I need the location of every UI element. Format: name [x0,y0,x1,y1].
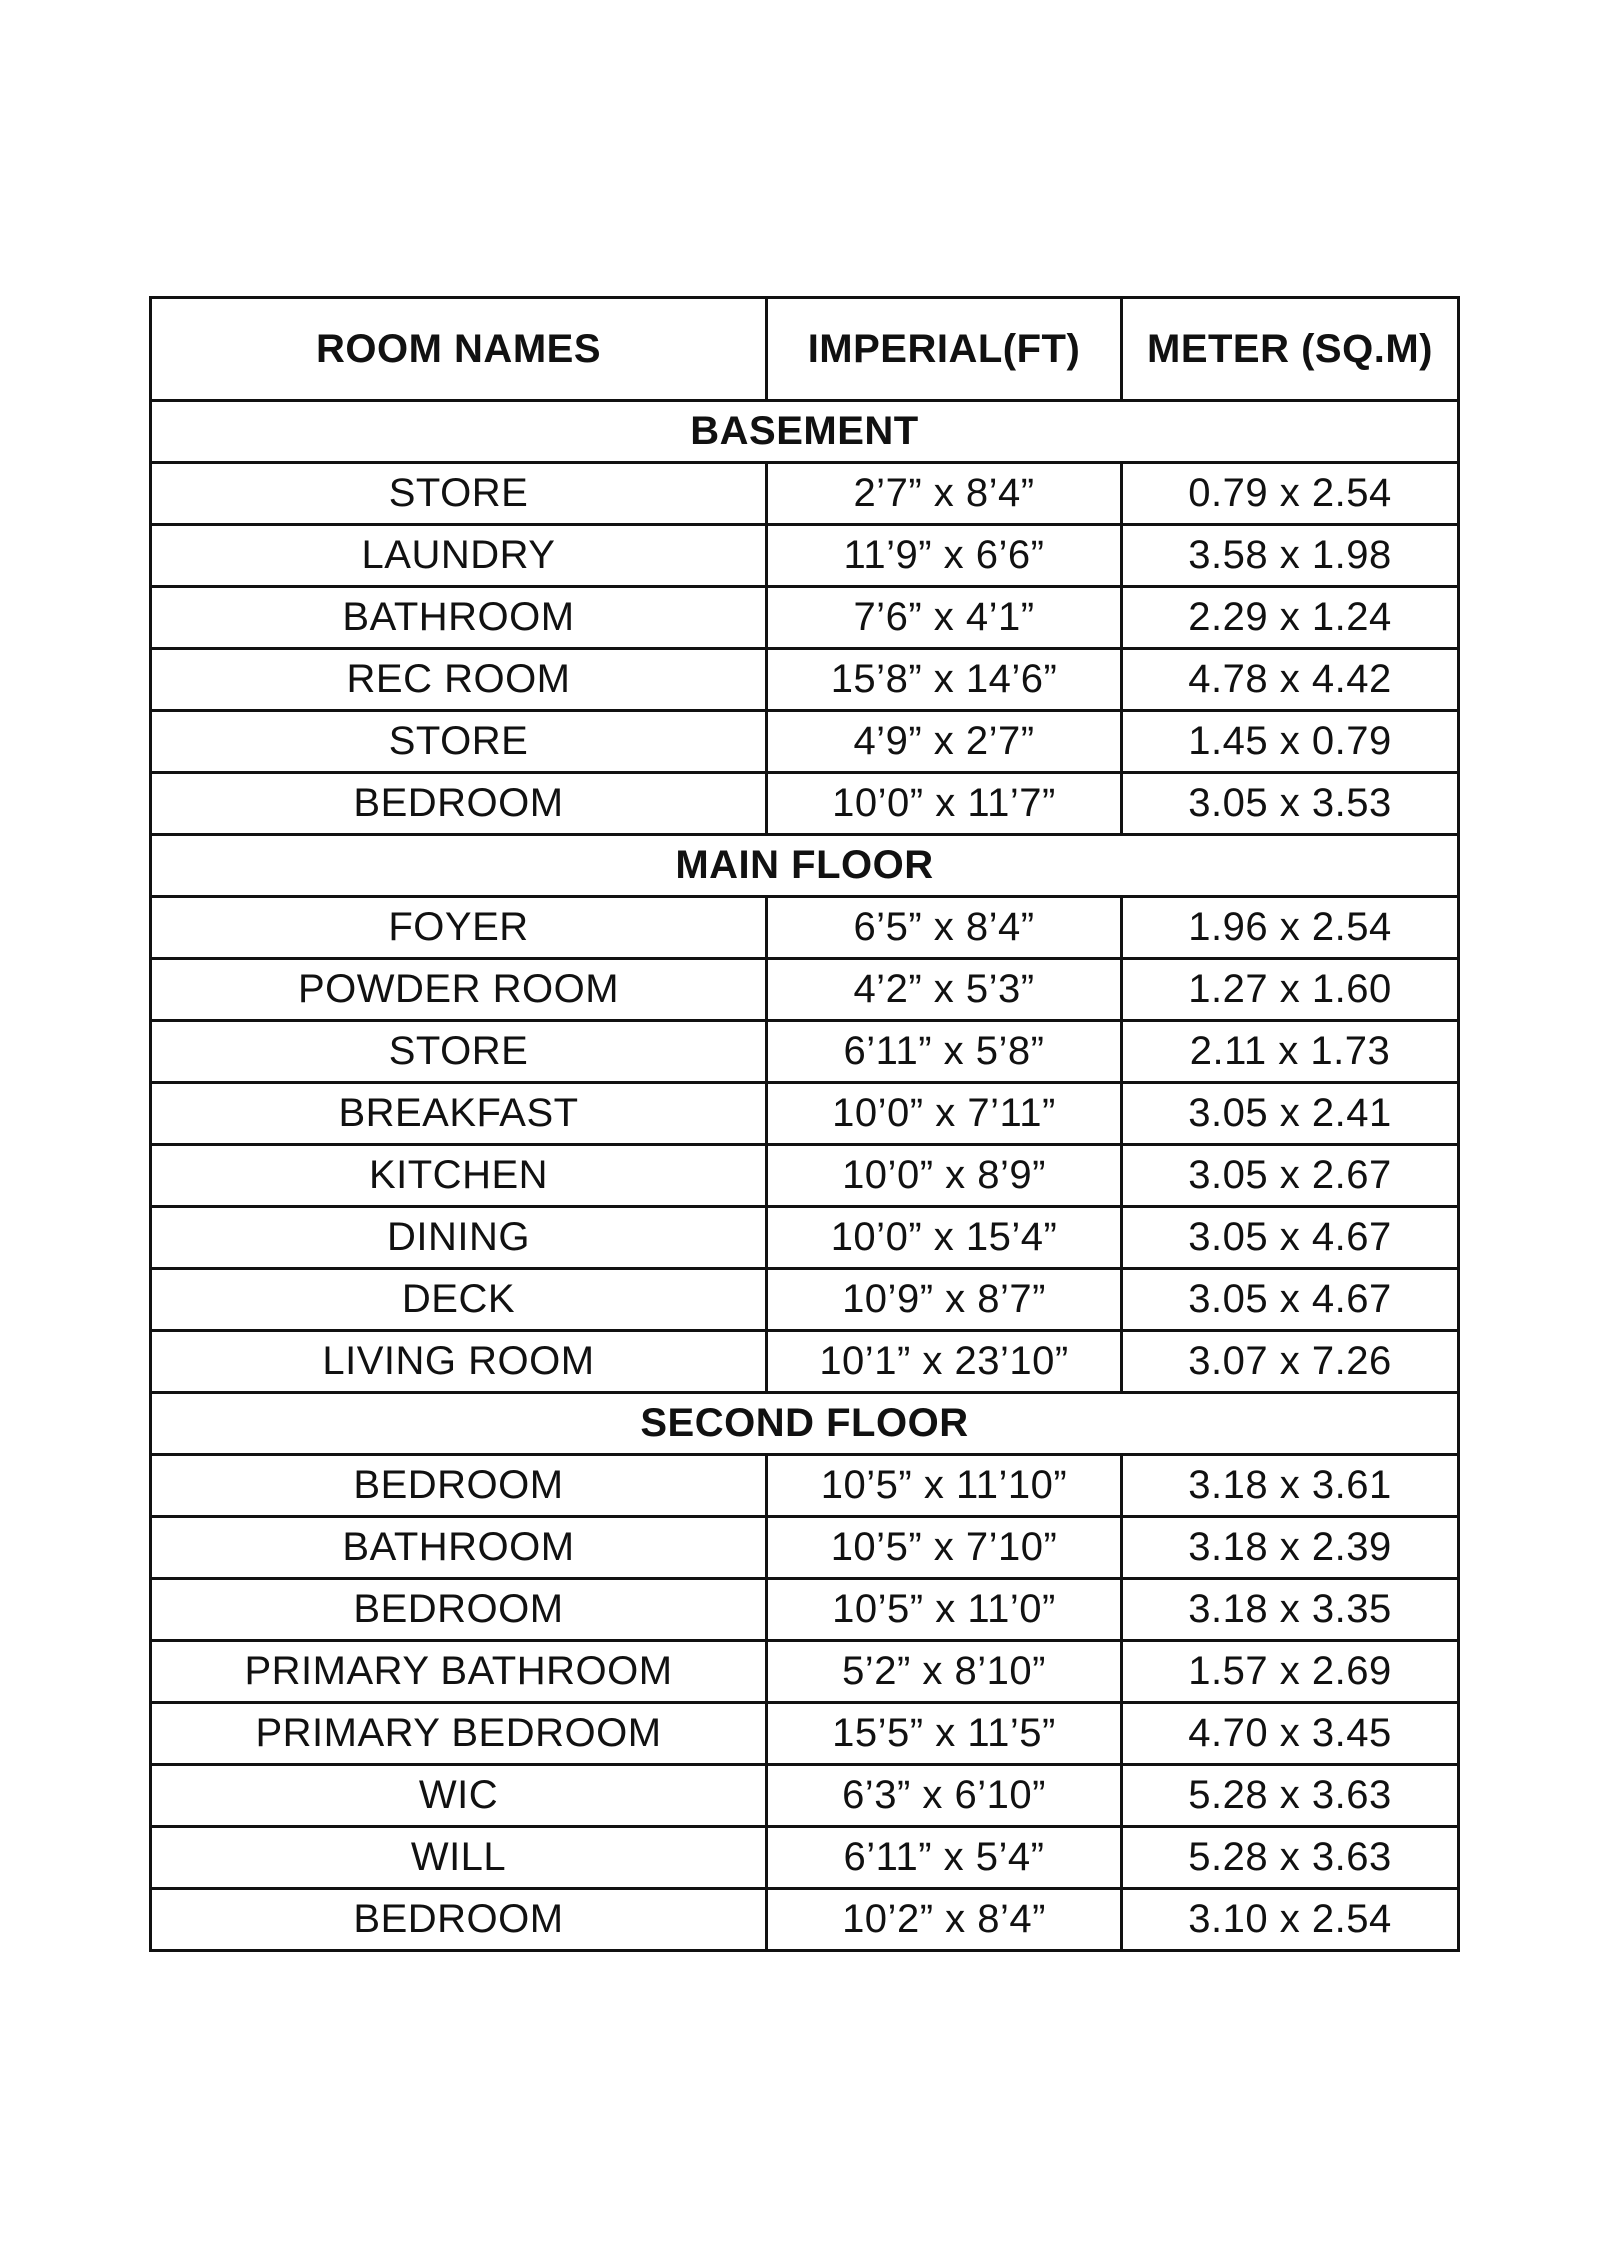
room-name-cell: KITCHEN [151,1145,767,1207]
table-row [151,1827,1459,1889]
meter-cell: 4.70 x 3.45 [1122,1703,1459,1765]
meter-cell: 5.28 x 3.63 [1122,1827,1459,1889]
meter-cell: 3.05 x 2.41 [1122,1083,1459,1145]
table-body [151,401,1459,1951]
meter-cell: 3.07 x 7.26 [1122,1331,1459,1393]
imperial-cell: 6’5” x 8’4” [767,897,1122,959]
imperial-cell: 4’2” x 5’3” [767,959,1122,1021]
room-name-cell: PRIMARY BATHROOM [151,1641,767,1703]
imperial-cell: 7’6” x 4’1” [767,587,1122,649]
table-row [151,897,1459,959]
room-name-cell: BATHROOM [151,587,767,649]
section-title: BASEMENT [151,401,1459,463]
meter-cell: 1.45 x 0.79 [1122,711,1459,773]
room-name-cell: BEDROOM [151,1889,767,1951]
section-row [151,835,1459,897]
room-name-cell: REC ROOM [151,649,767,711]
imperial-cell: 6’3” x 6’10” [767,1765,1122,1827]
imperial-cell: 2’7” x 8’4” [767,463,1122,525]
room-name-cell: WILL [151,1827,767,1889]
imperial-cell: 10’9” x 8’7” [767,1269,1122,1331]
table-row [151,463,1459,525]
table-row [151,525,1459,587]
room-name-cell: FOYER [151,897,767,959]
imperial-cell: 6’11” x 5’8” [767,1021,1122,1083]
room-name-cell: STORE [151,711,767,773]
header-room-names: ROOM NAMES [151,298,767,401]
meter-cell: 3.18 x 3.61 [1122,1455,1459,1517]
table-row [151,1331,1459,1393]
imperial-cell: 10’5” x 7’10” [767,1517,1122,1579]
meter-cell: 3.05 x 4.67 [1122,1207,1459,1269]
meter-cell: 3.05 x 4.67 [1122,1269,1459,1331]
table-row [151,1517,1459,1579]
table-row [151,1765,1459,1827]
meter-cell: 2.11 x 1.73 [1122,1021,1459,1083]
table-row [151,1579,1459,1641]
meter-cell: 1.27 x 1.60 [1122,959,1459,1021]
room-name-cell: WIC [151,1765,767,1827]
meter-cell: 3.05 x 3.53 [1122,773,1459,835]
room-name-cell: BEDROOM [151,1455,767,1517]
imperial-cell: 5’2” x 8’10” [767,1641,1122,1703]
table-row [151,711,1459,773]
imperial-cell: 10’5” x 11’0” [767,1579,1122,1641]
meter-cell: 2.29 x 1.24 [1122,587,1459,649]
imperial-cell: 10’0” x 11’7” [767,773,1122,835]
table-row [151,587,1459,649]
imperial-cell: 10’1” x 23’10” [767,1331,1122,1393]
table-row [151,1889,1459,1951]
section-row [151,1393,1459,1455]
imperial-cell: 15’8” x 14’6” [767,649,1122,711]
table-header [151,298,1459,401]
room-name-cell: BEDROOM [151,773,767,835]
imperial-cell: 11’9” x 6’6” [767,525,1122,587]
imperial-cell: 6’11” x 5’4” [767,1827,1122,1889]
room-name-cell: LAUNDRY [151,525,767,587]
room-name-cell: PRIMARY BEDROOM [151,1703,767,1765]
imperial-cell: 10’0” x 8’9” [767,1145,1122,1207]
imperial-cell: 10’2” x 8’4” [767,1889,1122,1951]
imperial-cell: 10’0” x 15’4” [767,1207,1122,1269]
room-name-cell: STORE [151,463,767,525]
table-row [151,1641,1459,1703]
imperial-cell: 10’5” x 11’10” [767,1455,1122,1517]
table-row [151,649,1459,711]
room-name-cell: DINING [151,1207,767,1269]
meter-cell: 3.05 x 2.67 [1122,1145,1459,1207]
section-row [151,401,1459,463]
meter-cell: 1.57 x 2.69 [1122,1641,1459,1703]
room-name-cell: BREAKFAST [151,1083,767,1145]
meter-cell: 0.79 x 2.54 [1122,463,1459,525]
imperial-cell: 10’0” x 7’11” [767,1083,1122,1145]
header-row [151,298,1459,401]
room-dimensions-table [149,296,1460,1952]
table-row [151,959,1459,1021]
table-row [151,1083,1459,1145]
table-row [151,1207,1459,1269]
imperial-cell: 4’9” x 2’7” [767,711,1122,773]
meter-cell: 3.18 x 2.39 [1122,1517,1459,1579]
table-row [151,1269,1459,1331]
imperial-cell: 15’5” x 11’5” [767,1703,1122,1765]
room-name-cell: DECK [151,1269,767,1331]
table-row [151,1703,1459,1765]
table-row [151,1455,1459,1517]
meter-cell: 4.78 x 4.42 [1122,649,1459,711]
section-title: SECOND FLOOR [151,1393,1459,1455]
table-row [151,1021,1459,1083]
room-name-cell: POWDER ROOM [151,959,767,1021]
room-name-cell: STORE [151,1021,767,1083]
table-row [151,1145,1459,1207]
meter-cell: 5.28 x 3.63 [1122,1765,1459,1827]
meter-cell: 3.10 x 2.54 [1122,1889,1459,1951]
section-title: MAIN FLOOR [151,835,1459,897]
room-name-cell: LIVING ROOM [151,1331,767,1393]
table-row [151,773,1459,835]
meter-cell: 1.96 x 2.54 [1122,897,1459,959]
header-meter: METER (SQ.M) [1122,298,1459,401]
header-imperial: IMPERIAL(FT) [767,298,1122,401]
meter-cell: 3.18 x 3.35 [1122,1579,1459,1641]
meter-cell: 3.58 x 1.98 [1122,525,1459,587]
room-name-cell: BEDROOM [151,1579,767,1641]
room-dimensions-sheet [149,296,1457,1952]
room-name-cell: BATHROOM [151,1517,767,1579]
